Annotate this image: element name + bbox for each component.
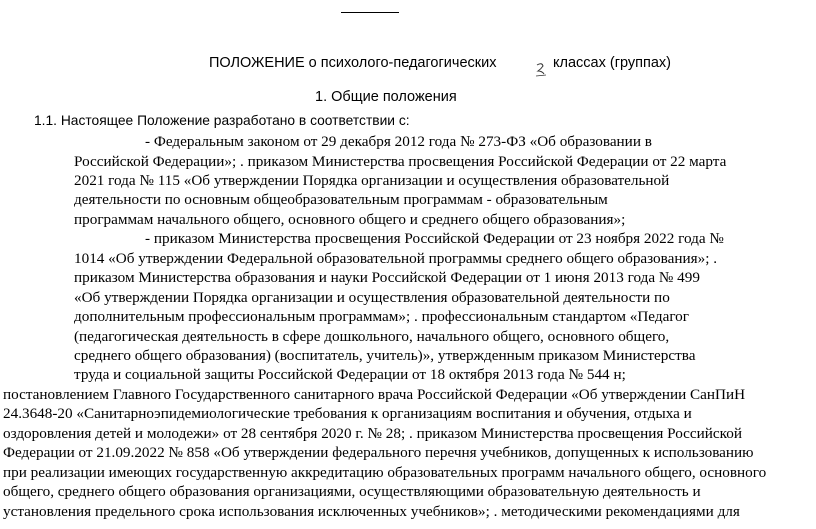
intro-line: 1.1. Настоящее Положение разработано в соответствии с:: [34, 113, 410, 128]
text-line-7: 1014 «Об утверждении Федеральной образовательной программы среднего общего образования»; .: [74, 250, 718, 267]
text-line-14: постановлением Главного Государственного санитарного врача Российской Федерации «Об утверждении СанПиН: [3, 386, 746, 403]
section-heading: 1. Общие положения: [315, 89, 457, 105]
text-line-9: «Об утверждении Порядка организации и осуществления образовательной деятельности по: [74, 289, 670, 306]
document-title: [209, 54, 496, 72]
top-rule: [341, 12, 399, 13]
text-line-19: общего, среднего общего образования организациями, осуществляющими образовательную деятельность и: [3, 483, 701, 500]
text-line-8: приказом Министерства образования и науки Российской Федерации от 1 июня 2013 года № 499: [74, 269, 700, 286]
text-line-5: программам начального общего, основного общего и среднего общего образования»;: [74, 211, 626, 228]
text-line-3: 2021 года № 115 «Об утверждении Порядка организации и осуществления образовательной: [74, 172, 670, 189]
text-line-10: дополнительным профессиональным программам»; . профессиональным стандартом «Педагог: [74, 308, 689, 325]
text-line-17: Федерации от 21.09.2022 № 858 «Об утверждении федерального перечня учебников, допущенных к использованию: [3, 444, 754, 461]
text-line-12: среднего общего образования) (воспитатель, учитель)», утвержденным приказом Министерства: [74, 347, 696, 364]
text-line-1: - Федеральным законом от 29 декабря 2012 года № 273-ФЗ «Об образовании в: [145, 133, 652, 150]
text-line-20: установления предельного срока использования исключенных учебников»; . методическими рекомендациями для: [3, 503, 740, 520]
text-line-11: (педагогическая деятельность в сфере дошкольного, начального общего, основного общего,: [74, 328, 670, 345]
handwritten-mark-icon: [534, 61, 548, 79]
text-line-2: Российской Федерации»; . приказом Министерства просвещения Российской Федерации от 22 марта: [74, 153, 727, 170]
text-line-18: при реализации имеющих государственную аккредитацию образовательных программ начального общего, основного: [3, 464, 767, 481]
text-line-6: - приказом Министерства просвещения Российской Федерации от 23 ноября 2022 года №: [145, 230, 724, 247]
text-line-15: 24.3648-20 «Санитарноэпидемиологические требования к организациям воспитания и обучения, отдыха и: [3, 405, 692, 422]
title-prefix: ПОЛОЖЕНИЕ о психолого-педагогических: [209, 55, 497, 71]
title-suffix: классах (группах): [553, 55, 671, 71]
text-line-13: труда и социальной защиты Российской Федерации от 18 октября 2013 года № 544 н;: [74, 366, 626, 383]
text-line-16: оздоровления детей и молодежи» от 28 сентября 2020 г. № 28; . приказом Министерства просвещения Российской: [3, 425, 742, 442]
text-line-4: деятельности по основным общеобразовательным программам - образовательным: [74, 191, 608, 208]
